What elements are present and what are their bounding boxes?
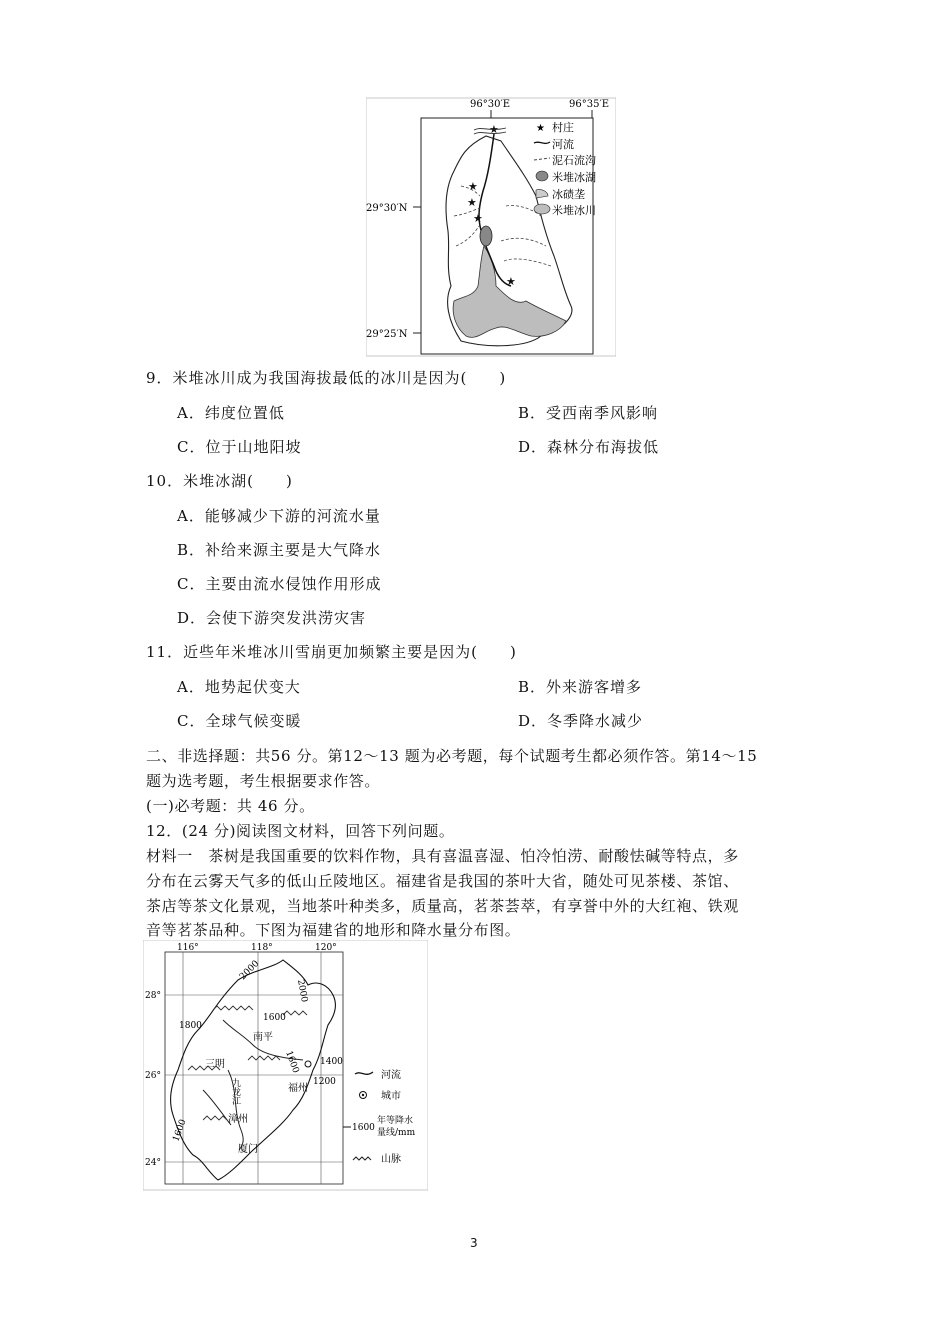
svg-text:★: ★ <box>473 212 483 225</box>
legend-village: 村庄 <box>552 121 574 134</box>
svg-text:★: ★ <box>489 123 499 136</box>
svg-text:★: ★ <box>506 275 516 288</box>
lon-116: 116° <box>177 943 199 953</box>
material1-line1: 材料一 茶树是我国重要的饮料作物，具有喜温喜湿、怕冷怕涝、耐酸怯碱等特点，多 <box>146 847 739 865</box>
legend-glacier: 米堆冰川 <box>552 204 596 217</box>
q9-option-c: C．位于山地阳坡 <box>177 438 302 456</box>
lon-120: 120° <box>315 943 337 953</box>
q10-option-b: B．补给来源主要是大气降水 <box>177 541 382 559</box>
legend-isohyet: 年等降水 量线/mm <box>377 1116 416 1138</box>
q9-option-b: B．受西南季风影响 <box>518 404 659 422</box>
q11-option-b: B．外来游客增多 <box>518 678 643 696</box>
q11-option-c: C．全球气候变暖 <box>177 712 302 730</box>
svg-text:★: ★ <box>468 180 478 193</box>
q10-option-a: A．能够减少下游的河流水量 <box>177 507 381 525</box>
q11-option-d: D．冬季降水减少 <box>518 712 644 730</box>
material1-line2: 分布在云雾天气多的低山丘陵地区。福建省是我国的茶叶大省，随处可见茶楼、茶馆、 <box>146 872 739 890</box>
q10-option-c: C．主要由流水侵蚀作用形成 <box>177 575 382 593</box>
q9-option-a: A．纬度位置低 <box>177 404 285 422</box>
city-xiamen: 厦门 <box>238 1144 258 1155</box>
legend-isohyet-value: 1600 <box>352 1123 375 1133</box>
lat-24: 24° <box>145 1158 161 1168</box>
lon-118: 118° <box>251 943 273 953</box>
isohyet-1600c: 1600 <box>171 1118 189 1144</box>
isohyet-1200: 1200 <box>313 1077 336 1087</box>
midui-glacier-map <box>366 96 616 358</box>
material1-line3: 茶店等茶文化景观，当地茶叶种类多，质量高，茗茶荟萃，有享誉中外的大红袍、铁观 <box>146 897 739 915</box>
page-number: 3 <box>470 1236 478 1250</box>
lon-label-1: 96°30′E <box>470 99 511 110</box>
glacier-lake-icon <box>536 171 548 181</box>
glacier-icon <box>534 204 550 214</box>
isohyet-1400: 1400 <box>320 1057 343 1067</box>
legend-river: 河流 <box>552 138 574 151</box>
isohyet-2000a: 2000 <box>238 958 262 983</box>
lat-label-1: 29°30′N <box>366 203 408 214</box>
fujian-terrain-precipitation-map <box>143 940 428 1192</box>
star-icon: ★ <box>536 123 545 134</box>
isohyet-1600a: 1600 <box>263 1013 286 1023</box>
isohyet-1600b: 1600 <box>283 1049 301 1075</box>
city-fuzhou: 福州 <box>288 1083 308 1094</box>
material1-line4: 音等茗茶品种。下图为福建省的地形和降水量分布图。 <box>146 921 521 939</box>
river-label-jiulong: 九龙江 <box>230 1078 240 1105</box>
svg-text:★: ★ <box>467 196 477 209</box>
city-zhangzhou: 漳州 <box>228 1114 248 1125</box>
city-sanming: 三明 <box>205 1059 225 1070</box>
question-12-stem: 12．(24 分)阅读图文材料，回答下列问题。 <box>146 822 455 840</box>
isohyet-1800: 1800 <box>179 1021 202 1031</box>
lat-26: 26° <box>145 1071 161 1081</box>
legend-moraine: 冰碛垄 <box>552 188 585 201</box>
q11-option-a: A．地势起伏变大 <box>177 678 301 696</box>
section2-line3: (一)必考题：共 46 分。 <box>146 797 315 815</box>
isohyet-2000b: 2000 <box>295 978 309 1004</box>
question-9-stem: 9．米堆冰川成为我国海拔最低的冰川是因为( ) <box>146 369 507 387</box>
question-10-stem: 10．米堆冰湖( ) <box>146 472 293 490</box>
lat-label-2: 29°25′N <box>366 329 408 340</box>
legend-river: 河流 <box>381 1070 401 1081</box>
city-nanping: 南平 <box>253 1032 273 1043</box>
section2-line1: 二、非选择题：共56 分。第12～13 题为必考题，每个试题考生都必须作答。第14～15 <box>146 747 758 765</box>
question-11-stem: 11．近些年米堆冰川雪崩更加频繁主要是因为( ) <box>146 643 517 661</box>
glacier-lake <box>480 226 492 246</box>
lat-28: 28° <box>145 991 161 1001</box>
section2-line2: 题为选考题，考生根据要求作答。 <box>146 772 381 790</box>
lon-label-2: 96°35′E <box>569 99 610 110</box>
legend-mountain: 山脉 <box>381 1154 401 1165</box>
legend-debris: 泥石流沟 <box>552 154 596 167</box>
q9-option-d: D．森林分布海拔低 <box>518 438 660 456</box>
legend-city: 城市 <box>381 1091 401 1102</box>
q10-option-d: D．会使下游突发洪涝灾害 <box>177 609 367 627</box>
legend-lake: 米堆冰湖 <box>552 171 596 184</box>
